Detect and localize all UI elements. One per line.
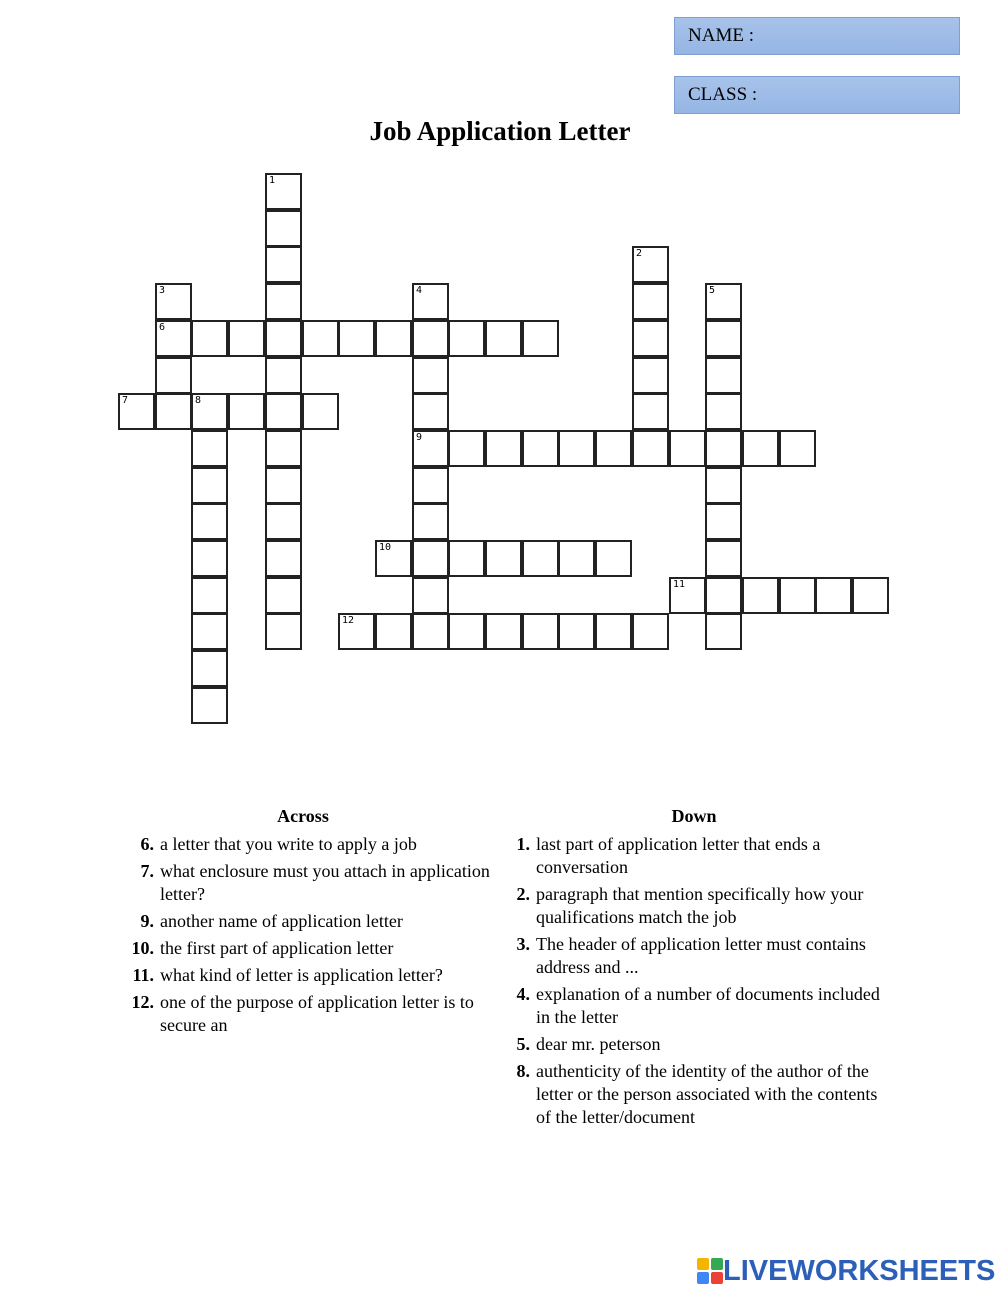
crossword-cell[interactable] [265, 467, 302, 504]
cell-clue-number: 2 [636, 248, 643, 259]
crossword-cell[interactable] [632, 430, 669, 467]
crossword-cell[interactable] [632, 613, 669, 650]
crossword-cell[interactable] [338, 320, 375, 357]
crossword-cell[interactable] [705, 577, 742, 614]
crossword-cell[interactable] [265, 577, 302, 614]
crossword-cell[interactable] [705, 467, 742, 504]
crossword-cell[interactable] [522, 540, 559, 577]
crossword-cell[interactable] [412, 613, 449, 650]
crossword-cell[interactable] [412, 320, 449, 357]
crossword-cell[interactable] [412, 467, 449, 504]
crossword-cell[interactable] [815, 577, 852, 614]
cell-clue-number: 11 [673, 579, 686, 590]
name-label: NAME : [688, 25, 754, 46]
crossword-cell[interactable] [265, 393, 302, 430]
crossword-cell[interactable] [191, 650, 228, 687]
across-clue-list [120, 833, 490, 1037]
down-clue [508, 1033, 888, 1056]
crossword-cell[interactable] [265, 357, 302, 394]
across-clue [120, 833, 490, 856]
crossword-cell[interactable] [742, 430, 779, 467]
crossword-cell[interactable] [632, 283, 669, 320]
crossword-cell[interactable] [779, 577, 816, 614]
clue-text: last part of application letter that ends a conversation [536, 834, 821, 877]
crossword-cell[interactable] [485, 320, 522, 357]
crossword-cell[interactable] [705, 613, 742, 650]
crossword-cell[interactable] [558, 430, 595, 467]
crossword-cell[interactable] [448, 613, 485, 650]
crossword-cell[interactable] [412, 430, 449, 467]
crossword-cell[interactable] [558, 613, 595, 650]
crossword-cell[interactable] [522, 320, 559, 357]
crossword-cell[interactable] [705, 357, 742, 394]
down-heading: Down [671, 806, 717, 826]
crossword-cell[interactable] [191, 577, 228, 614]
crossword-cell[interactable] [558, 540, 595, 577]
crossword-cell[interactable] [705, 393, 742, 430]
crossword-cell[interactable] [485, 430, 522, 467]
crossword-cell[interactable] [485, 613, 522, 650]
crossword-cell[interactable] [191, 467, 228, 504]
clue-number: 7. [140, 861, 154, 881]
down-clue [508, 933, 888, 979]
crossword-cell[interactable] [448, 320, 485, 357]
crossword-cell[interactable] [742, 577, 779, 614]
crossword-cell[interactable] [191, 503, 228, 540]
crossword-cell[interactable] [302, 393, 339, 430]
down-clue [508, 1060, 888, 1129]
crossword-cell[interactable] [412, 577, 449, 614]
crossword-cell[interactable] [155, 393, 192, 430]
cell-clue-number: 10 [379, 542, 392, 553]
crossword-cell[interactable] [191, 613, 228, 650]
clue-number: 3. [516, 934, 530, 954]
clue-text: what enclosure must you attach in application letter? [160, 861, 490, 904]
crossword-cell[interactable] [632, 393, 669, 430]
crossword-cell[interactable] [632, 357, 669, 394]
cell-clue-number: 6 [159, 322, 166, 333]
clue-text: a letter that you write to apply a job [160, 834, 417, 854]
crossword-cell[interactable] [705, 320, 742, 357]
crossword-cell[interactable] [412, 393, 449, 430]
cell-clue-number: 8 [195, 395, 202, 406]
crossword-cell[interactable] [228, 320, 265, 357]
clue-text: dear mr. peterson [536, 1034, 661, 1054]
crossword-cell[interactable] [191, 687, 228, 724]
crossword-cell[interactable] [412, 540, 449, 577]
down-clues [508, 806, 888, 1133]
crossword-cell[interactable] [265, 540, 302, 577]
liveworksheets-logo-icon [697, 1258, 723, 1284]
crossword-cell[interactable] [669, 577, 706, 614]
clue-number: 9. [140, 911, 154, 931]
crossword-cell[interactable] [412, 357, 449, 394]
clue-text: another name of application letter [160, 911, 403, 931]
clue-text: The header of application letter must contains address and ... [536, 934, 866, 977]
crossword-cell[interactable] [448, 430, 485, 467]
crossword-cell[interactable] [485, 540, 522, 577]
crossword-cell[interactable] [265, 613, 302, 650]
cell-clue-number: 4 [416, 285, 423, 296]
clue-number: 12. [131, 992, 154, 1012]
down-clue-list [508, 833, 888, 1129]
across-clue [120, 860, 490, 906]
crossword-cell[interactable] [705, 283, 742, 320]
crossword-cell[interactable] [595, 430, 632, 467]
cell-clue-number: 1 [269, 175, 276, 186]
clue-text: what kind of letter is application letter? [160, 965, 443, 985]
down-clue [508, 983, 888, 1029]
crossword-cell[interactable] [705, 503, 742, 540]
crossword-cell[interactable] [155, 283, 192, 320]
cell-clue-number: 7 [122, 395, 129, 406]
crossword-cell[interactable] [265, 210, 302, 247]
clue-number: 8. [516, 1061, 530, 1081]
crossword-cell[interactable] [338, 613, 375, 650]
crossword-cell[interactable] [265, 503, 302, 540]
across-clue [120, 937, 490, 960]
crossword-cell[interactable] [265, 246, 302, 283]
clue-number: 4. [516, 984, 530, 1004]
across-clue [120, 964, 490, 987]
clue-text: one of the purpose of application letter is to secure an [160, 992, 474, 1035]
down-clue [508, 833, 888, 879]
clue-number: 5. [516, 1034, 530, 1054]
clue-number: 1. [516, 834, 530, 854]
across-clue [120, 991, 490, 1037]
crossword-cell[interactable] [265, 430, 302, 467]
crossword-cell[interactable] [118, 393, 155, 430]
across-clues [120, 806, 490, 1041]
across-heading: Across [277, 806, 329, 826]
crossword-cell[interactable] [522, 613, 559, 650]
page-title: Job Application Letter [369, 116, 631, 146]
liveworksheets-logo [697, 1254, 995, 1288]
crossword-cell[interactable] [191, 320, 228, 357]
crossword-cell[interactable] [375, 320, 412, 357]
crossword-cell[interactable] [228, 393, 265, 430]
crossword-cell[interactable] [375, 613, 412, 650]
clue-number: 11. [132, 965, 154, 985]
crossword-cell[interactable] [852, 577, 889, 614]
crossword-cell[interactable] [265, 173, 302, 210]
clue-text: the first part of application letter [160, 938, 394, 958]
crossword-cell[interactable] [595, 613, 632, 650]
crossword-cell[interactable] [632, 320, 669, 357]
crossword-cell[interactable] [595, 540, 632, 577]
crossword-cell[interactable] [779, 430, 816, 467]
crossword-cell[interactable] [448, 540, 485, 577]
clue-number: 2. [516, 884, 530, 904]
class-label: CLASS : [688, 84, 758, 105]
crossword-cell[interactable] [191, 430, 228, 467]
liveworksheets-logo-text: LIVEWORKSHEETS [723, 1254, 996, 1287]
crossword-cell[interactable] [302, 320, 339, 357]
crossword-cell[interactable] [375, 540, 412, 577]
cell-clue-number: 3 [159, 285, 166, 296]
crossword-cell[interactable] [155, 357, 192, 394]
crossword-cell[interactable] [705, 540, 742, 577]
down-clue [508, 883, 888, 929]
crossword-cell[interactable] [191, 540, 228, 577]
clue-text: authenticity of the identity of the author of the letter or the person associated with the contents of the letter/document [536, 1061, 878, 1127]
crossword-cell[interactable] [632, 246, 669, 283]
crossword-cell[interactable] [412, 503, 449, 540]
crossword-cell[interactable] [522, 430, 559, 467]
cell-clue-number: 12 [342, 615, 355, 626]
clue-text: explanation of a number of documents included in the letter [536, 984, 880, 1027]
crossword-cell[interactable] [265, 320, 302, 357]
crossword-cell[interactable] [191, 393, 228, 430]
crossword-cell[interactable] [412, 283, 449, 320]
clue-number: 6. [140, 834, 154, 854]
cell-clue-number: 9 [416, 432, 423, 443]
clue-text: paragraph that mention specifically how your qualifications match the job [536, 884, 864, 927]
across-clue [120, 910, 490, 933]
clue-number: 10. [131, 938, 154, 958]
crossword-cell[interactable] [265, 283, 302, 320]
cell-clue-number: 5 [709, 285, 716, 296]
crossword-cell[interactable] [705, 430, 742, 467]
crossword-cell[interactable] [155, 320, 192, 357]
crossword-cell[interactable] [669, 430, 706, 467]
